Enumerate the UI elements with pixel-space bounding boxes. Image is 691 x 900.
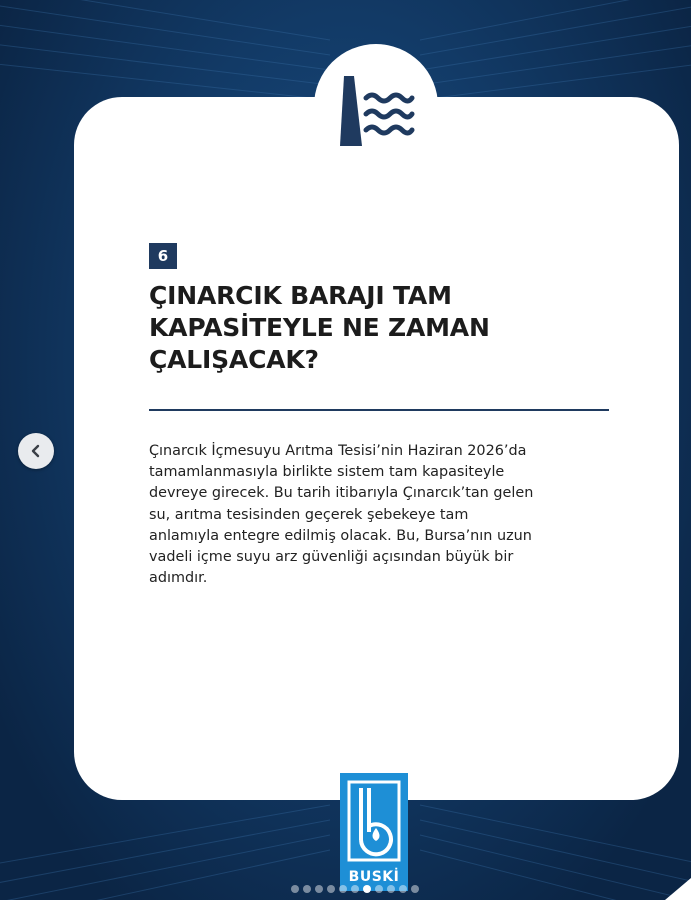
slide-title-line: ÇALIŞACAK? <box>149 345 319 374</box>
body-line: vadeli içme suyu arz güvenliği açısından büyük bir <box>149 549 514 566</box>
carousel-pagination <box>291 884 419 894</box>
carousel-dot[interactable] <box>315 885 323 893</box>
slide-title <box>149 280 569 376</box>
dam-water-icon <box>338 72 416 150</box>
carousel-dot[interactable] <box>375 885 383 893</box>
body-line: anlamıyla entegre edilmiş olacak. Bu, Bursa’nın uzun <box>149 527 532 544</box>
slide-number-badge: 6 <box>149 243 177 269</box>
carousel-dot[interactable] <box>339 885 347 893</box>
buski-logo <box>340 773 408 891</box>
carousel-dot[interactable] <box>351 885 359 893</box>
carousel-dot[interactable] <box>327 885 335 893</box>
body-line: adımdır. <box>149 570 208 587</box>
body-line: tamamlanmasıyla birlikte sistem tam kapasiteyle <box>149 464 505 481</box>
slide-title-line: ÇINARCIK BARAJI TAM <box>149 281 452 310</box>
buski-logo-mark <box>347 780 401 862</box>
carousel-dot[interactable] <box>411 885 419 893</box>
carousel-dot[interactable] <box>303 885 311 893</box>
title-divider <box>149 409 609 411</box>
body-line: su, arıtma tesisinden geçerek şebekeye tam <box>149 506 469 523</box>
body-line: devreye girecek. Bu tarih itibarıyla Çınarcık’tan gelen <box>149 485 534 502</box>
carousel-dot[interactable] <box>363 885 371 893</box>
chevron-left-icon <box>28 443 44 459</box>
next-arrow-icon[interactable] <box>661 878 691 900</box>
body-line: Çınarcık İçmesuyu Arıtma Tesisi’nin Haziran 2026’da <box>149 443 527 459</box>
carousel-dot[interactable] <box>387 885 395 893</box>
carousel-dot[interactable] <box>291 885 299 893</box>
carousel-dot[interactable] <box>399 885 407 893</box>
previous-slide-button[interactable] <box>18 433 54 469</box>
slide-body-text <box>149 441 619 589</box>
logo-text: BUSKİ <box>348 869 400 885</box>
slide-title-line: KAPASİTEYLE NE ZAMAN <box>149 313 490 342</box>
